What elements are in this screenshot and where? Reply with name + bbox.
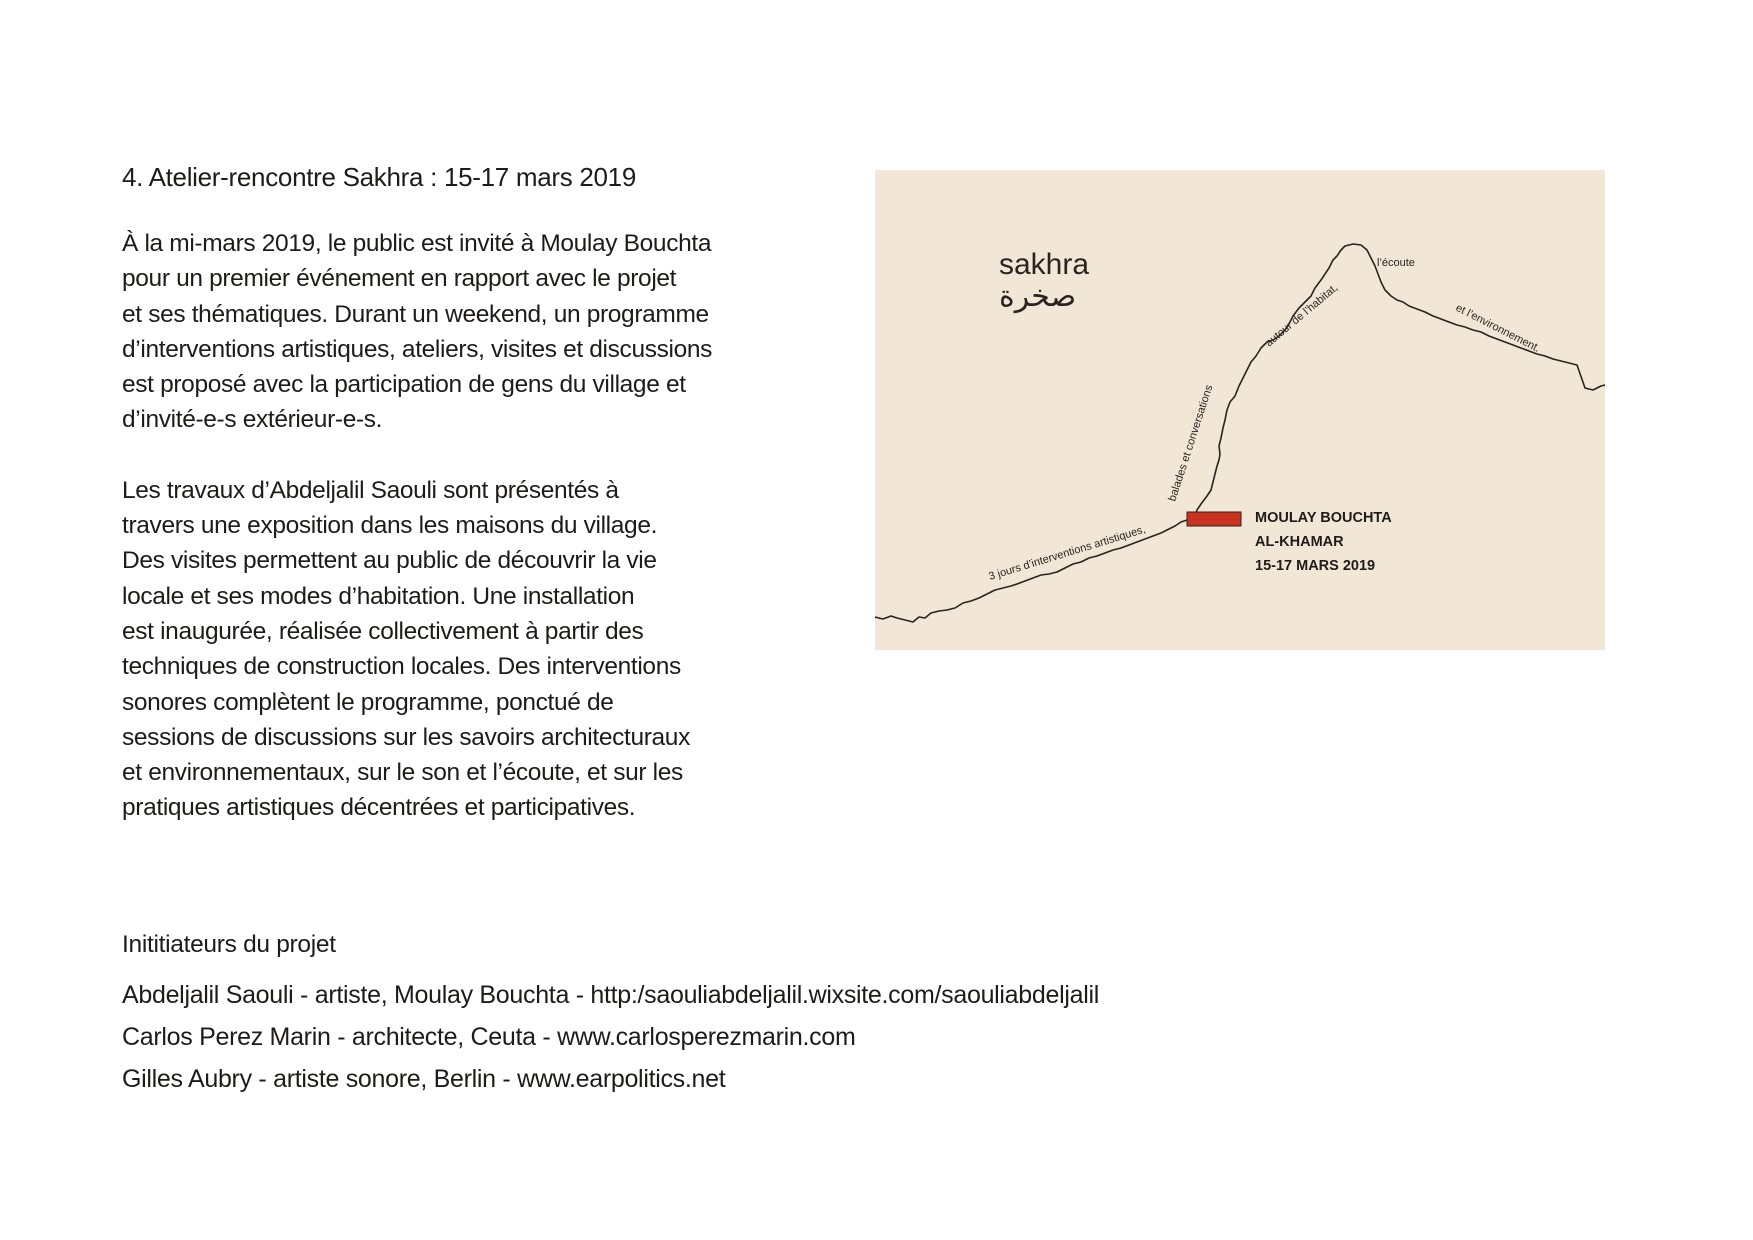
paragraph-line: sessions de discussions sur les savoirs architecturaux	[122, 723, 690, 751]
map-title-arabic: صخرة	[999, 280, 1077, 313]
paragraph-line: d’interventions artistiques, ateliers, visites et discussions	[122, 335, 713, 363]
location-name: MOULAY BOUCHTA	[1255, 510, 1392, 526]
paragraph-line: locale et ses modes d’habitation. Une installation	[122, 582, 635, 610]
section-title: 4. Atelier-rencontre Sakhra : 15-17 mars 2019	[122, 162, 637, 192]
initiator-perez-marin: Carlos Perez Marin - architecte, Ceuta - www.carlosperezmarin.com	[122, 1023, 856, 1051]
map-drawing	[875, 170, 1605, 650]
map-path-label-listening: l’écoute	[1377, 257, 1415, 269]
location-dates: 15-17 MARS 2019	[1255, 558, 1376, 574]
map-title-latin: sakhra	[999, 248, 1090, 281]
paragraph-line: techniques de construction locales. Des interventions	[122, 653, 681, 681]
initiators-title: Inititiateurs du projet	[122, 931, 336, 958]
initiator-aubry: Gilles Aubry - artiste sonore, Berlin - www.earpolitics.net	[122, 1065, 726, 1093]
paragraph-line: et ses thématiques. Durant un weekend, un programme	[122, 300, 709, 328]
article-text-column	[122, 160, 782, 861]
location-marker	[1187, 512, 1241, 526]
paragraph-line: est proposé avec la participation de gens du village et	[122, 371, 686, 399]
initiator-saouli: Abdeljalil Saouli - artiste, Moulay Bouchta - http:/saouliabdeljalil.wixsite.com/saouliabdeljalil	[122, 981, 1099, 1009]
location-subname: AL-KHAMAR	[1255, 534, 1344, 550]
paragraph-line: Des visites permettent au public de découvrir la vie	[122, 547, 657, 575]
paragraph-line: pour un premier événement en rapport avec le projet	[122, 265, 677, 293]
initiators-section	[122, 928, 1422, 1100]
map-path-label-habitat: autour de l’habitat,	[1263, 281, 1341, 350]
paragraph-line: et environnementaux, sur le son et l’écoute, et sur les	[122, 759, 683, 787]
map-path-label-walks: balades et conversations	[1166, 383, 1216, 503]
map-path-label-environment: et l’environnement.	[1453, 301, 1542, 355]
paragraph-line: est inaugurée, réalisée collectivement à partir des	[122, 617, 644, 645]
paragraph-line: Les travaux d’Abdeljalil Saouli sont présentés à	[122, 476, 619, 504]
intro-paragraph	[122, 226, 782, 438]
event-map-illustration	[875, 170, 1605, 650]
paragraph-line: d’invité-e-s extérieur-e-s.	[122, 406, 383, 434]
map-background	[875, 170, 1605, 650]
paragraph-line: sonores complètent le programme, ponctué de	[122, 688, 614, 716]
paragraph-line: À la mi-mars 2019, le public est invité à Moulay Bouchta	[122, 230, 712, 257]
paragraph-line: travers une exposition dans les maisons du village.	[122, 512, 658, 540]
map-path-label-artistic: 3 jours d’interventions artistiques,	[987, 523, 1147, 583]
program-paragraph	[122, 473, 782, 826]
paragraph-line: pratiques artistiques décentrées et participatives.	[122, 794, 636, 822]
